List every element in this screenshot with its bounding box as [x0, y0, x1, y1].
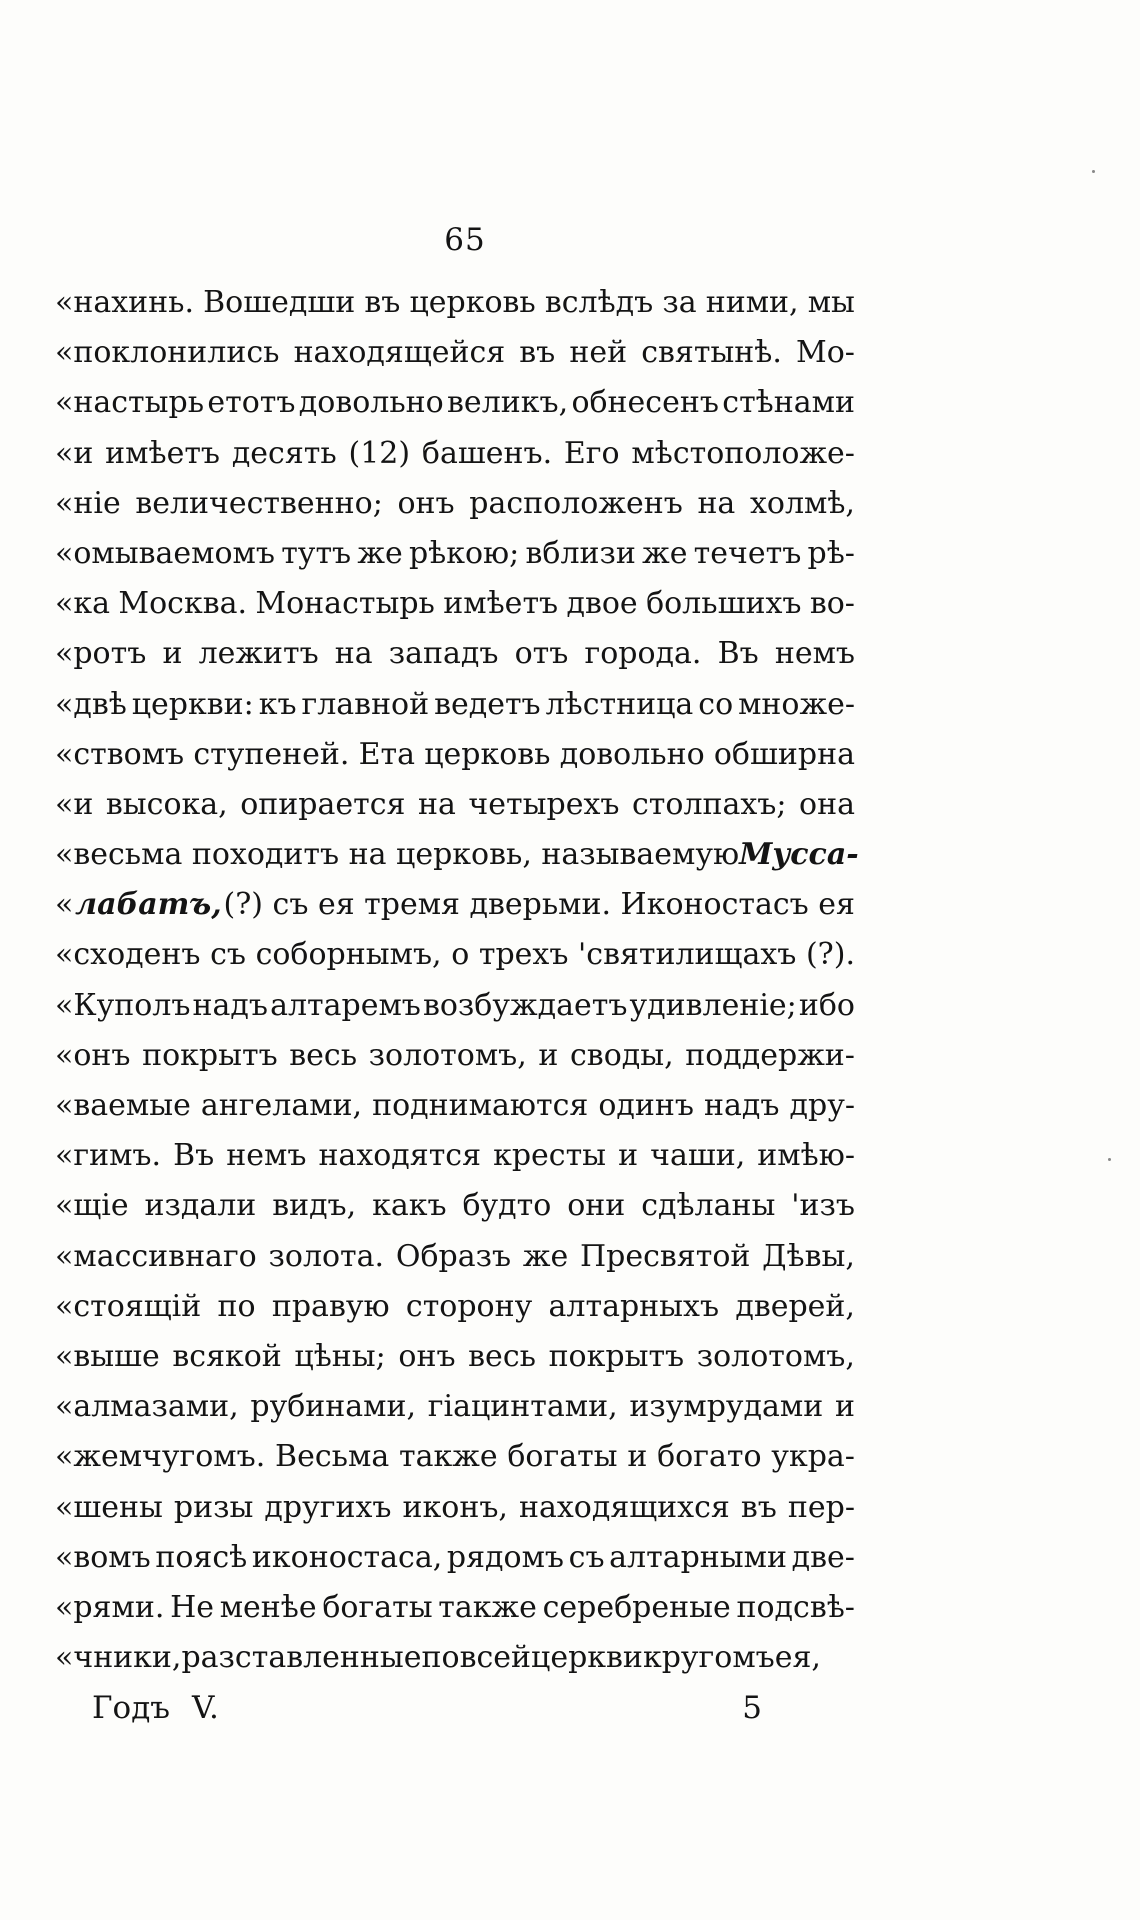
word: въ [740, 1489, 777, 1525]
word: иконостаса, [251, 1539, 443, 1575]
word: Въ [173, 1138, 215, 1174]
word: стѣнами [722, 385, 855, 421]
word: разставленные [181, 1640, 422, 1676]
word: «омываемомъ [55, 535, 275, 571]
page-footer [92, 1690, 762, 1726]
text-line [55, 1483, 855, 1533]
word: возбуждаетъ [422, 987, 628, 1023]
word: четырехъ [468, 786, 620, 822]
word: кресты [493, 1138, 607, 1174]
text-line [55, 278, 855, 328]
word: две- [791, 1539, 855, 1575]
word: величественно; [135, 485, 383, 521]
word: сдѣланы [641, 1188, 776, 1224]
word: изумрудами [629, 1389, 824, 1425]
word: большихъ [646, 586, 802, 622]
word: иконъ, [402, 1489, 508, 1525]
word: «рями. [55, 1589, 165, 1625]
word: золота. [268, 1238, 385, 1274]
word: всей [459, 1640, 532, 1676]
word: же [357, 535, 403, 571]
word: «настырь [55, 385, 205, 421]
text-line [55, 1081, 855, 1131]
word: также [398, 1439, 498, 1475]
word: Образъ [395, 1238, 512, 1274]
word: дру- [789, 1088, 855, 1123]
line-text: « [55, 887, 74, 923]
text-line [55, 1332, 855, 1382]
word: вслѣдъ [544, 285, 654, 320]
text-line [55, 981, 855, 1031]
word: тутъ [281, 535, 352, 571]
text-line [55, 680, 855, 730]
text-line [55, 429, 855, 479]
word: кругомъ [642, 1640, 775, 1676]
word: богаты [507, 1439, 618, 1475]
text-line [55, 378, 855, 428]
word: двое [566, 586, 638, 622]
word: на [334, 636, 373, 672]
word: въ [519, 335, 556, 371]
word: етотъ [207, 385, 296, 421]
word: ея, [774, 1640, 821, 1676]
word: къ [258, 686, 297, 722]
word: Весьма [275, 1439, 390, 1475]
word: «сходенъ [55, 937, 201, 973]
word: опирается [240, 786, 406, 822]
text-line [55, 479, 855, 529]
word: множе- [738, 686, 855, 722]
word: во- [809, 586, 855, 622]
word: башенъ. [421, 435, 553, 471]
word: церкви: [131, 686, 254, 722]
word: ведетъ [434, 686, 541, 722]
word: немъ [774, 636, 855, 672]
text-line [55, 1232, 855, 1282]
word: весь [289, 1037, 358, 1073]
text-line [55, 930, 855, 980]
word: какъ [372, 1188, 447, 1224]
word: же [642, 535, 688, 571]
word: высока, [105, 786, 228, 822]
word: за [662, 285, 697, 320]
word: холмѣ, [749, 485, 855, 521]
text-line-italic-start [55, 880, 855, 930]
word: одинъ [598, 1088, 694, 1123]
word: «гимъ. [55, 1138, 162, 1174]
word: алтарными [609, 1539, 788, 1575]
word: о [451, 937, 470, 973]
word: серебреные [542, 1589, 731, 1625]
word: съ [568, 1539, 605, 1575]
body-text [55, 278, 859, 1683]
word: другихъ [264, 1489, 392, 1525]
page-number: 65 [444, 222, 486, 258]
word: на [418, 786, 456, 822]
word: церковь [424, 736, 551, 772]
word: рядомъ [446, 1539, 564, 1575]
word: мы [807, 285, 855, 320]
scan-speck [1092, 170, 1095, 173]
word: Монастырь [255, 586, 435, 622]
word: имѣю- [757, 1138, 855, 1174]
volume-year: Годъ [92, 1690, 170, 1726]
word: по [217, 1288, 256, 1324]
word: 'святилищахъ [578, 937, 797, 973]
word: богаты [322, 1589, 433, 1625]
word: «ка [55, 586, 110, 622]
word: мѣстоположе- [631, 435, 855, 471]
word: золотомъ, [368, 1037, 527, 1073]
word: надъ [704, 1088, 780, 1123]
word: же [522, 1238, 569, 1274]
word: менѣе [219, 1589, 317, 1625]
word: столпахъ; [631, 786, 787, 822]
volume-label [92, 1690, 219, 1726]
word: церкви [531, 1640, 643, 1676]
word: поясѣ [155, 1539, 248, 1575]
word: «ротъ [55, 636, 147, 672]
word: поднимаются [372, 1088, 589, 1123]
word: 'изъ [791, 1188, 855, 1224]
word: «щіе [55, 1188, 129, 1224]
word: издали [144, 1188, 257, 1224]
word: они [567, 1188, 626, 1224]
word: находятся [318, 1138, 482, 1174]
word: всякой [172, 1338, 282, 1374]
word: расположенъ [469, 485, 683, 521]
word: ангелами, [200, 1088, 363, 1123]
word: и [162, 636, 183, 672]
word: находящихся [519, 1489, 730, 1525]
text-line [55, 1583, 855, 1633]
word: Не [170, 1589, 214, 1625]
word: онъ [398, 1338, 456, 1374]
word: «жемчугомъ. [55, 1439, 266, 1475]
word: и [538, 1037, 559, 1073]
word: алтаремъ [270, 987, 421, 1023]
word: (12) [348, 435, 411, 471]
word: «поклонились [55, 335, 280, 371]
word: «ніе [55, 485, 121, 521]
word: въ [364, 285, 401, 320]
word: «ваемые [55, 1088, 191, 1123]
word: со [698, 686, 734, 722]
word: «и [55, 786, 94, 822]
word: Пресвятой [579, 1238, 751, 1274]
word: онъ [397, 485, 455, 521]
text-line-italic-end [55, 830, 859, 880]
word: богато [657, 1439, 762, 1475]
word: удивленіе; [629, 987, 797, 1023]
word: своды, [570, 1037, 674, 1073]
word: обнесенъ [571, 385, 719, 421]
text-line [55, 1633, 855, 1683]
word: видъ, [272, 1188, 357, 1224]
word: гіацинтами, [427, 1389, 618, 1425]
word: соборнымъ, [255, 937, 442, 973]
word: ней [569, 335, 628, 371]
word: весь [468, 1338, 536, 1374]
word: Вошедши [203, 285, 356, 320]
word: великъ, [447, 385, 569, 421]
word: Москва. [118, 586, 248, 622]
word: поддержи- [685, 1037, 855, 1073]
word: съ [210, 937, 246, 973]
scan-speck [1108, 1158, 1111, 1161]
word: трехъ [478, 937, 569, 973]
word: западъ [388, 636, 499, 672]
word: она [799, 786, 855, 822]
text-line [55, 579, 855, 629]
word: «онъ [55, 1037, 131, 1073]
text-line [55, 1282, 855, 1332]
text-line [55, 780, 855, 830]
word: (?). [805, 937, 855, 973]
text-line [55, 730, 855, 780]
word: «выше [55, 1338, 160, 1374]
word: лежитъ [198, 636, 319, 672]
word: ступеней. [193, 736, 350, 772]
word: и [618, 1138, 639, 1174]
italic-word: лабатъ, [75, 887, 222, 923]
word: подсвѣ- [736, 1589, 855, 1625]
word: рѣ- [807, 535, 855, 571]
word: надъ [192, 987, 268, 1023]
word: алтарныхъ [548, 1288, 720, 1324]
line-text: (?) съ ея тремя дверьми. Иконостасъ ея [223, 887, 855, 923]
signature-mark: 5 [742, 1690, 762, 1726]
word: на [697, 485, 736, 521]
word: правую [271, 1288, 390, 1324]
word: вблизи [525, 535, 636, 571]
text-line [55, 1131, 855, 1181]
word: покрытъ [548, 1338, 685, 1374]
text-line [55, 529, 855, 579]
volume-number: V. [192, 1690, 219, 1726]
word: чаши, [650, 1138, 746, 1174]
word: будто [462, 1188, 552, 1224]
word: довольно [559, 736, 705, 772]
word: отъ [514, 636, 569, 672]
word: «шены [55, 1489, 163, 1525]
word: имѣетъ [443, 586, 559, 622]
text-line [55, 1382, 855, 1432]
word: укра- [771, 1439, 855, 1475]
word: цѣны; [294, 1338, 386, 1374]
text-line [55, 328, 855, 378]
text-line [55, 1432, 855, 1482]
word: пер- [787, 1489, 855, 1525]
word: Дѣвы, [762, 1238, 855, 1274]
word: города. [584, 636, 702, 672]
word: дверей, [735, 1288, 855, 1324]
word: обширна [713, 736, 855, 772]
word: святынѣ. [641, 335, 782, 371]
word: «Куполъ [55, 987, 191, 1023]
text-line [55, 1031, 855, 1081]
word: Его [563, 435, 620, 471]
text-line [55, 1533, 855, 1583]
word: «и [55, 435, 94, 471]
word: Въ [717, 636, 759, 672]
word: ними, [705, 285, 799, 320]
word: течетъ [693, 535, 802, 571]
word: «алмазами, [55, 1389, 239, 1425]
word: довольно [298, 385, 444, 421]
word: рѣкою; [408, 535, 520, 571]
word: десять [231, 435, 337, 471]
word: имѣетъ [105, 435, 221, 471]
line-text: «весьма походитъ на церковь, называемую [55, 837, 740, 873]
word: главной [301, 686, 430, 722]
word: ризы [173, 1489, 254, 1525]
word: покрытъ [142, 1037, 278, 1073]
word: «двѣ [55, 686, 127, 722]
word: золотомъ, [696, 1338, 855, 1374]
word: «вомъ [55, 1539, 151, 1575]
word: ибо [798, 987, 855, 1023]
word: сторону [405, 1288, 533, 1324]
word: также [438, 1589, 537, 1625]
word: «чники, [55, 1640, 182, 1676]
word: лѣстница [545, 686, 694, 722]
word: находящейся [293, 335, 506, 371]
word: «нахинь. [55, 285, 195, 320]
word: и [834, 1389, 855, 1425]
word: «стоящій [55, 1288, 202, 1324]
text-line [55, 1181, 855, 1231]
word: рубинами, [250, 1389, 417, 1425]
word: по [421, 1640, 460, 1676]
word: Мо- [796, 335, 855, 371]
text-line [55, 629, 855, 679]
word: Ета [358, 736, 416, 772]
word: и [627, 1439, 648, 1475]
word: «ствомъ [55, 736, 185, 772]
word: «массивнаго [55, 1238, 257, 1274]
italic-word: Мусса- [739, 837, 859, 873]
word: немъ [226, 1138, 307, 1174]
word: церковь [409, 285, 536, 320]
